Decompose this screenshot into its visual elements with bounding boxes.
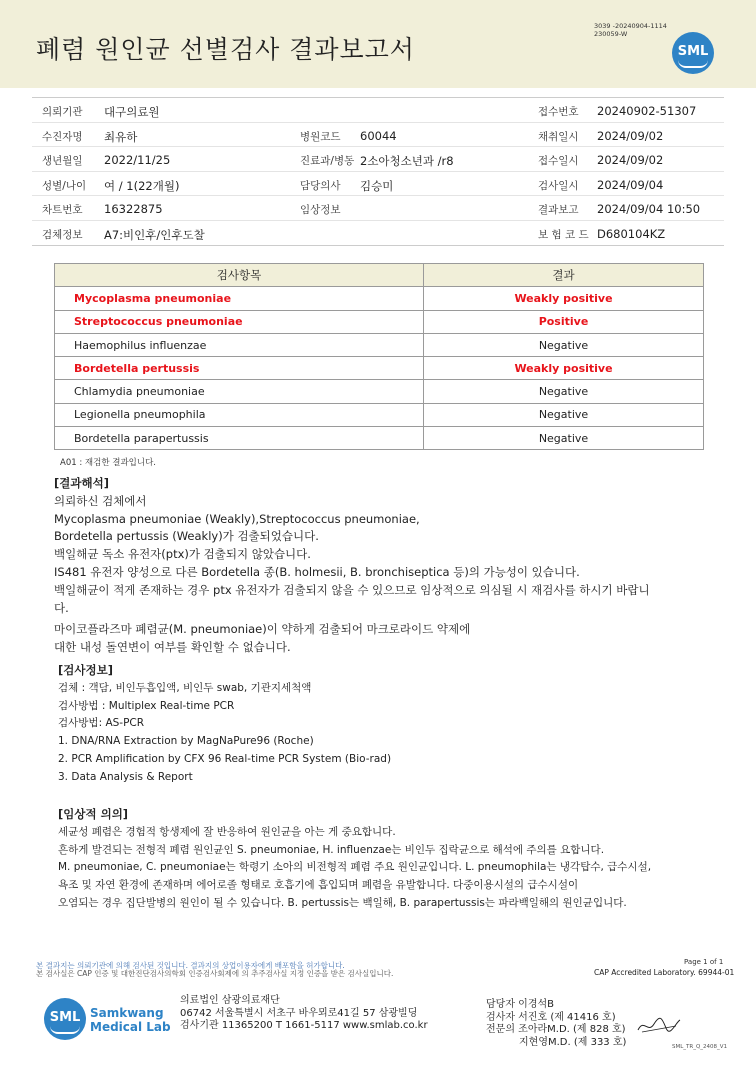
- page-title: 폐렴 원인균 선별검사 결과보고서: [36, 35, 415, 64]
- address-line: 의료법인 삼광의료재단: [180, 995, 280, 1006]
- test-item-name: Bordetella parapertussis: [55, 427, 424, 450]
- test-result: Weakly positive: [424, 357, 704, 380]
- info-label: 검사일시: [538, 179, 579, 192]
- disclaimer-line: 본 결과지는 의뢰기관에 의해 검사된 것입니다. 결과지의 상업이용자에게 배포함을 허가합니다.: [36, 961, 345, 970]
- test-info-line: 1. DNA/RNA Extraction by MagNaPure96 (Roche): [58, 735, 314, 748]
- test-result: Negative: [424, 333, 704, 356]
- info-value: 여 / 1(22개월): [104, 178, 180, 193]
- patient-info-table: [32, 97, 724, 246]
- info-row: [32, 98, 724, 123]
- info-row: [32, 172, 724, 197]
- test-result: Negative: [424, 403, 704, 426]
- info-label: 결과보고: [538, 204, 579, 216]
- test-info-section: [58, 662, 718, 787]
- interpretation-line: 백일해균 독소 유전자(ptx)가 검출되지 않았습니다.: [54, 547, 311, 562]
- interpretation-line: IS481 유전자 양성으로 다른 Bordetella 종(B. holmesii, B. bronchiseptica 등)의 가능성이 있습니다.: [54, 564, 580, 579]
- table-row: [55, 357, 704, 380]
- interpretation-line: 다.: [54, 600, 69, 615]
- cap-accreditation: CAP Accredited Laboratory. 69944-01: [594, 968, 735, 977]
- sml-logo-icon: [672, 32, 714, 74]
- interpretation-line: 백일해균이 적게 존재하는 경우 ptx 유전자가 검출되지 않을 수 있으므로 임상적으로 의심될 시 재검사를 하시기 바랍니: [54, 582, 650, 597]
- info-label: 병원코드: [300, 130, 341, 143]
- test-info-line: 검사방법 : Multiplex Real-time PCR: [58, 699, 235, 712]
- clinical-line: 욕조 및 자연 환경에 존재하며 에어로졸 형태로 호흡기에 흡입되며 폐렴을 유발합니다. 다중이용시설의 급수시설이: [58, 879, 579, 892]
- sml-logo-text: SML: [49, 1010, 81, 1025]
- table-row: [55, 310, 704, 333]
- info-value: 대구의료원: [104, 105, 160, 119]
- document-code: [594, 22, 667, 38]
- test-result: Negative: [424, 427, 704, 450]
- info-label: 차트번호: [42, 204, 83, 216]
- info-row: [32, 147, 724, 172]
- results-header-row: [55, 264, 704, 287]
- table-row: [55, 380, 704, 403]
- footer-disclaimer: [36, 962, 456, 978]
- signature-icon: [636, 1014, 682, 1036]
- table-row: [55, 403, 704, 426]
- clinical-section: [58, 806, 718, 913]
- interpretation-line: 대한 내성 돌연변이 여부를 확인할 수 없습니다.: [54, 640, 291, 655]
- staff-line: 지현영M.D. (제 333 호): [519, 1036, 627, 1048]
- info-value: 2024/09/04 10:50: [597, 202, 701, 216]
- info-value: 최유하: [104, 129, 138, 144]
- info-value: 2024/09/04: [597, 177, 664, 192]
- address-line: 검사기관 11365200 T 1661-5117 www.smlab.co.kr: [180, 1020, 428, 1031]
- info-label: 성별/나이: [42, 179, 87, 192]
- info-value: A7:비인후/인후도찰: [104, 227, 205, 242]
- test-info-line: 검체 : 객담, 비인두흡입액, 비인두 swab, 기관지세척액: [58, 681, 312, 694]
- test-result: Negative: [424, 380, 704, 403]
- info-value: 16322875: [104, 202, 163, 216]
- info-row: [32, 123, 724, 148]
- interpretation-line: 의뢰하신 검체에서: [54, 493, 147, 508]
- test-info-line: 3. Data Analysis & Report: [58, 770, 193, 783]
- column-header-item: 검사항목: [55, 264, 424, 287]
- info-value: 김승미: [360, 178, 394, 193]
- interpretation-line: Mycoplasma pneumoniae (Weakly),Streptococcus pneumoniae,: [54, 511, 420, 526]
- info-label: 진료과/병동: [300, 155, 355, 167]
- info-row: [32, 196, 724, 221]
- table-row: [55, 287, 704, 310]
- info-label: 의뢰기관: [42, 106, 83, 118]
- info-row: [32, 221, 724, 246]
- section-heading: [임상적 의의]: [58, 807, 129, 821]
- clinical-line: 세균성 폐렴은 경험적 항생제에 잘 반응하여 원인균을 아는 게 중요합니다.: [58, 825, 396, 838]
- info-value: 20240902-51307: [597, 104, 697, 118]
- test-item-name: Legionella pneumophila: [55, 403, 424, 426]
- test-item-name: Streptococcus pneumoniae: [55, 310, 424, 333]
- test-item-name: Bordetella pertussis: [55, 357, 424, 380]
- staff-line: 전문의 조아라M.D. (제 828 호): [486, 1024, 626, 1035]
- info-value: 2소아청소년과 /r8: [360, 154, 454, 168]
- staff-line: 담당자 이경석B: [486, 999, 554, 1010]
- document-code-line2: 230059-W: [594, 30, 628, 38]
- test-info-line: 2. PCR Amplification by CFX 96 Real-time PCR System (Bio-rad): [58, 752, 392, 765]
- document-code-line1: 3039 -20240904-1114: [594, 22, 667, 30]
- org-name-line2: Medical Lab: [90, 1020, 171, 1034]
- column-header-result: 결과: [424, 264, 704, 287]
- test-item-name: Haemophilus influenzae: [55, 333, 424, 356]
- test-result: Weakly positive: [424, 287, 704, 310]
- form-id: SML_TR_Q_2408_V1: [672, 1044, 728, 1050]
- staff-list: [486, 999, 626, 1049]
- test-item-name: Chlamydia pneumoniae: [55, 380, 424, 403]
- clinical-line: 오염되는 경우 집단발병의 원인이 될 수 있습니다. B. pertussis는 백일해, B. parapertussis는 파라백일해의 원인균입니다.: [58, 896, 627, 909]
- info-label: 접수번호: [538, 106, 579, 118]
- info-label: 보 험 코 드: [538, 228, 589, 241]
- info-label: 임상정보: [300, 204, 341, 216]
- page-number: Page 1 of 1: [684, 958, 724, 966]
- results-table: [54, 263, 704, 450]
- info-value: 2024/09/02: [597, 128, 664, 143]
- info-value: D680104KZ: [597, 226, 666, 241]
- info-value: 2022/11/25: [104, 153, 171, 167]
- info-label: 검체정보: [42, 228, 83, 241]
- sml-logo-icon: [44, 998, 86, 1040]
- sml-logo-text: SML: [677, 44, 709, 59]
- info-label: 수진자명: [42, 130, 83, 143]
- interpretation-line: 마이코플라즈마 폐렴균(M. pneumoniae)이 약하게 검출되어 마크로라이드 약제에: [54, 622, 471, 637]
- org-name: [90, 1006, 171, 1034]
- info-value: 60044: [360, 128, 397, 143]
- interpretation-section: [54, 475, 714, 657]
- test-result: Positive: [424, 310, 704, 333]
- table-row: [55, 427, 704, 450]
- section-heading: [검사정보]: [58, 663, 113, 677]
- lab-address: [180, 995, 428, 1033]
- org-name-line1: Samkwang: [90, 1006, 164, 1020]
- interpretation-line: Bordetella pertussis (Weakly)가 검출되었습니다.: [54, 529, 319, 544]
- test-item-name: Mycoplasma pneumoniae: [55, 287, 424, 310]
- table-row: [55, 333, 704, 356]
- section-heading: [결과해석]: [54, 476, 109, 490]
- info-label: 채취일시: [538, 130, 579, 143]
- address-line: 06742 서울특별시 서초구 바우뫼로41길 57 삼광빌딩: [180, 1007, 418, 1019]
- info-value: 2024/09/02: [597, 153, 664, 167]
- disclaimer-line: 본 검사실은 CAP 인증 및 대한진단검사의학회 인증검사회제에 의 추주검사실 지정 인증을 받은 검사실입니다.: [36, 969, 394, 978]
- clinical-line: M. pneumoniae, C. pneumoniae는 학령기 소아의 비전형적 폐렴 주요 원인균입니다. L. pneumophila는 냉각탑수, 급수시설,: [58, 861, 652, 874]
- clinical-line: 흔하게 발견되는 전형적 폐렴 원인균인 S. pneumoniae, H. influenzae는 비인두 집락균으로 해석에 주의를 요합니다.: [58, 843, 605, 856]
- test-info-line: 검사방법: AS-PCR: [58, 717, 145, 730]
- staff-line: 검사자 서진호 (제 41416 호): [486, 1011, 616, 1023]
- info-label: 생년월일: [42, 155, 83, 167]
- info-label: 접수일시: [538, 155, 579, 167]
- info-label: 담당의사: [300, 179, 341, 192]
- retest-note: A01 : 재검한 결과입니다.: [60, 458, 156, 468]
